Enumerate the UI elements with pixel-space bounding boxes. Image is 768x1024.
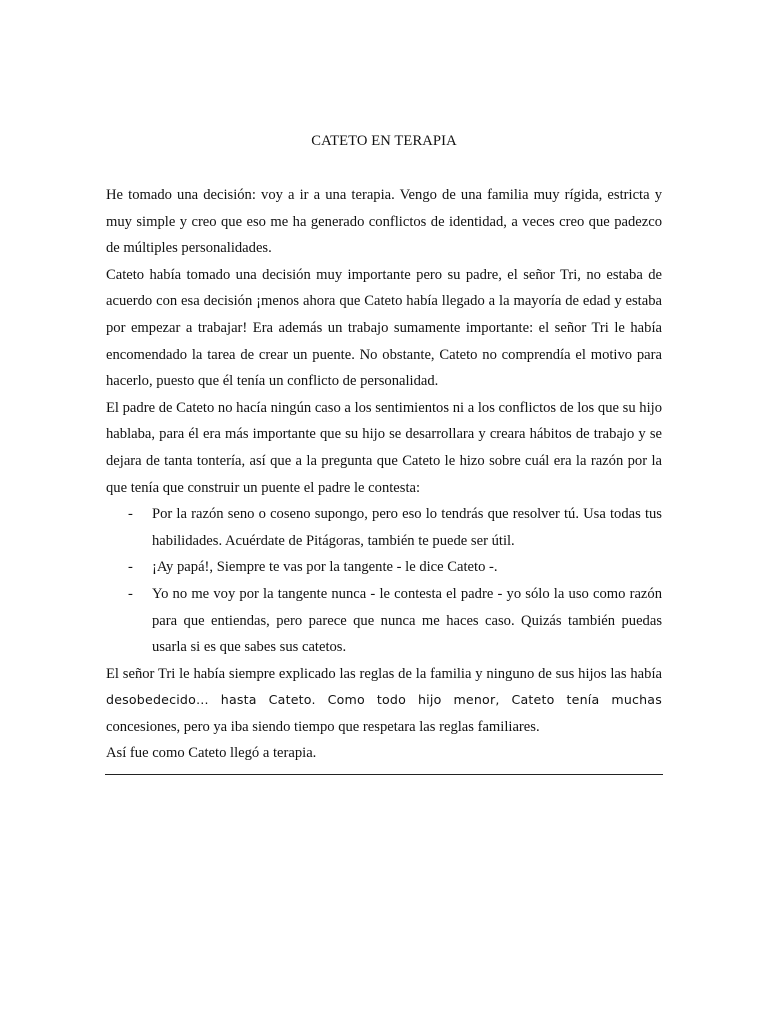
paragraph-final: Así fue como Cateto llegó a terapia. (106, 745, 317, 762)
dash-bullet: - (128, 506, 133, 523)
paragraph-decision: Cateto había tomado una decisión muy importante pero su padre, el señor Tri, no estaba de acuerdo con esa decisión ¡menos ahora que Cateto había llegado a la mayoría de edad y estaba por empezar a trabajar! Era además un trabajo sumamente importante: el señor Tri le había encomendado la tarea de crear un puente. No obstante, Cateto no comprendía el motivo para hacerlo, puesto que él tenía un conflicto de personalidad. (106, 266, 662, 390)
closing-text-sans: desobedecido… hasta Cateto. Como todo hijo menor, Cateto tenía muchas (106, 692, 662, 708)
dialogue-text: ¡Ay papá!, Siempre te vas por la tangente - le dice Cateto -. (152, 559, 498, 576)
horizontal-rule (105, 774, 663, 775)
dash-bullet: - (128, 585, 133, 602)
dialogue-item (106, 501, 662, 554)
document-body (106, 182, 662, 767)
dialogue-list (106, 501, 662, 661)
dialogue-item (106, 554, 662, 581)
dash-bullet: - (128, 559, 133, 576)
document-title: CATETO EN TERAPIA (311, 133, 457, 149)
closing-text-end: concesiones, pero ya iba siendo tiempo que respetara las reglas familiares. (106, 718, 540, 735)
paragraph-closing (106, 661, 662, 741)
paragraph-father: El padre de Cateto no hacía ningún caso a los sentimientos ni a los conflictos de los que su hijo hablaba, para él era más importante que su hijo se desarrollara y creara hábitos de trabajo y se dejara de tanta tontería, así que a la pregunta que Cateto le hizo sobre cuál era la razón por la que tenía que construir un puente el padre le contesta: (106, 399, 662, 496)
closing-text-start: El señor Tri le había siempre explicado las reglas de la familia y ninguno de sus hijos las había (106, 665, 662, 682)
paragraph-intro: He tomado una decisión: voy a ir a una terapia. Vengo de una familia muy rígida, estricta y muy simple y creo que eso me ha generado conflictos de identidad, a veces creo que padezco de múltiples personalidades. (106, 187, 662, 257)
dialogue-item (106, 581, 662, 661)
dialogue-text: Yo no me voy por la tangente nunca - le contesta el padre - yo sólo la uso como razón para que entiendas, pero parece que nunca me haces caso. Quizás también puedas usarla si es que sabes sus catetos. (152, 585, 662, 656)
dialogue-text: Por la razón seno o coseno supongo, pero eso lo tendrás que resolver tú. Usa todas tus habilidades. Acuérdate de Pitágoras, también te puede ser útil. (152, 506, 662, 549)
